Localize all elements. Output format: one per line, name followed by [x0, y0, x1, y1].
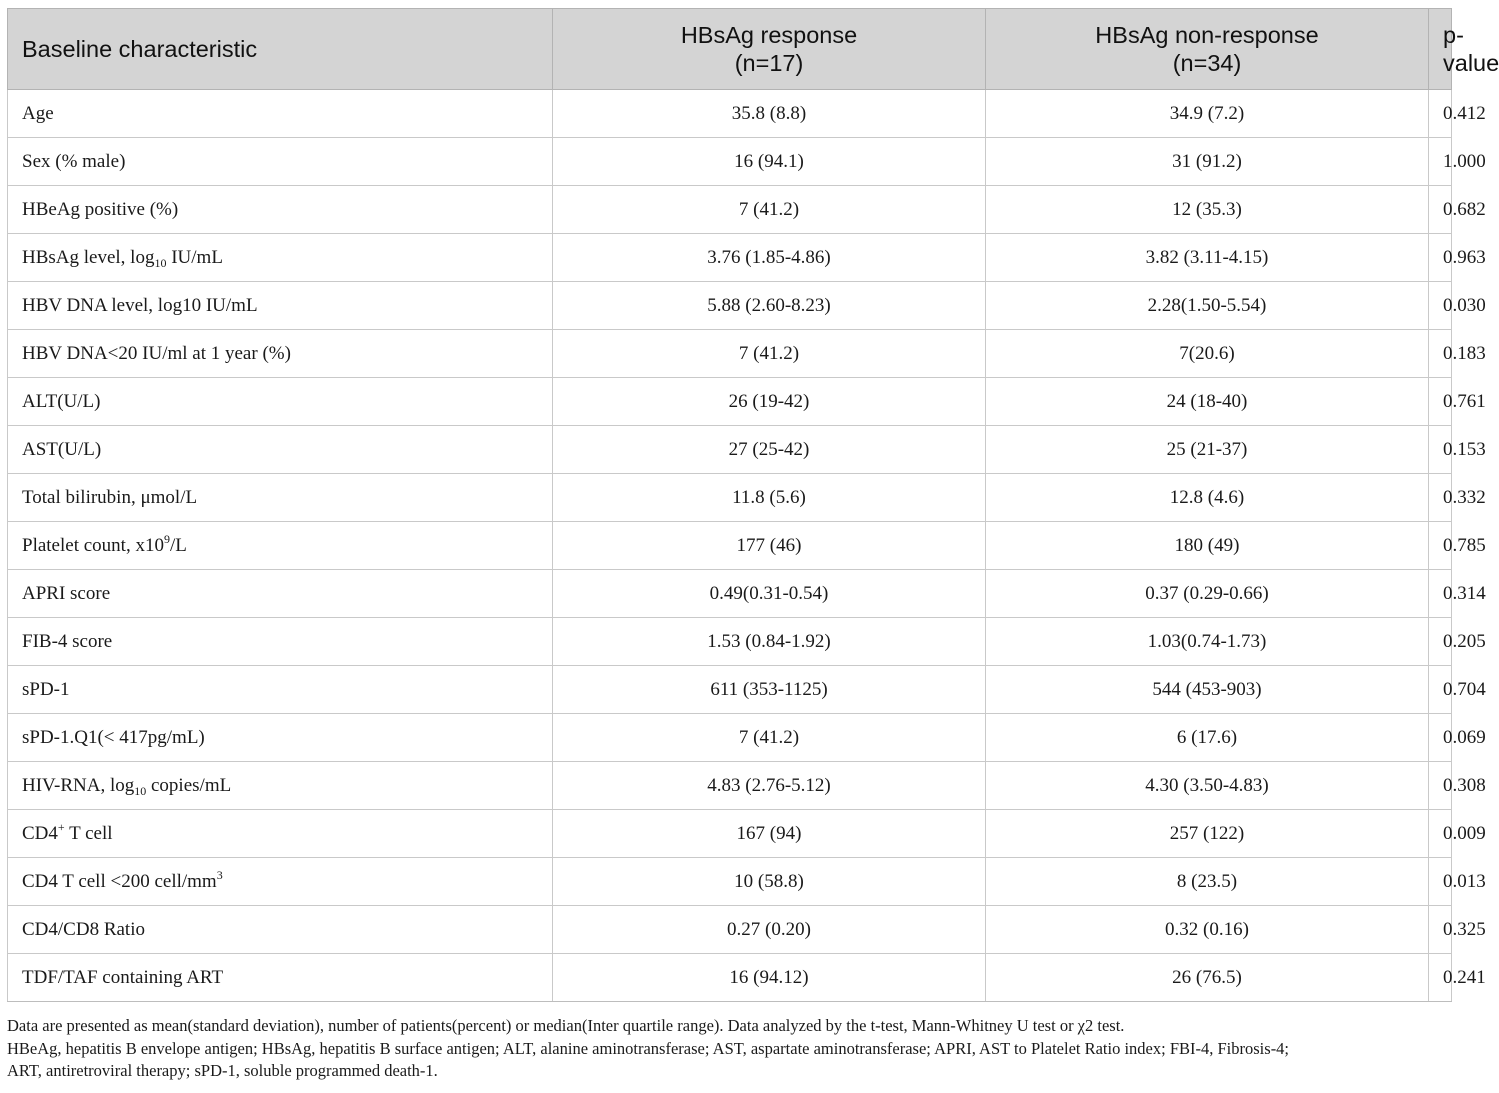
table-footnotes [7, 1015, 1452, 1083]
table-row [8, 90, 1452, 138]
cell-p-value: 0.785 [1429, 522, 1452, 570]
header-p-value: p-value [1429, 9, 1452, 90]
table-row [8, 330, 1452, 378]
cell-characteristic: HBeAg positive (%) [8, 186, 553, 234]
cell-hbsag-response: 4.83 (2.76-5.12) [553, 762, 986, 810]
cell-p-value: 0.153 [1429, 426, 1452, 474]
header-response-title: HBsAg response [680, 22, 858, 48]
header-response-n: (n=17) [734, 50, 804, 76]
cell-p-value: 0.183 [1429, 330, 1452, 378]
cell-characteristic [8, 762, 553, 810]
label-text: HBsAg level, log [22, 246, 155, 268]
label-superscript: 3 [216, 867, 223, 882]
cell-characteristic [8, 810, 553, 858]
label-subscript: 10 [134, 783, 147, 798]
label-text-suffix: T cell [64, 822, 113, 844]
table-row [8, 810, 1452, 858]
cell-p-value: 0.205 [1429, 618, 1452, 666]
cell-hbsag-response: 16 (94.12) [553, 954, 986, 1002]
cell-hbsag-response: 5.88 (2.60-8.23) [553, 282, 986, 330]
table-row [8, 138, 1452, 186]
cell-hbsag-response: 3.76 (1.85-4.86) [553, 234, 986, 282]
cell-hbsag-response: 167 (94) [553, 810, 986, 858]
cell-hbsag-response: 1.53 (0.84-1.92) [553, 618, 986, 666]
cell-characteristic: TDF/TAF containing ART [8, 954, 553, 1002]
label-subscript: 10 [154, 255, 167, 270]
cell-p-value: 0.704 [1429, 666, 1452, 714]
label-text: Platelet count, x10 [22, 534, 164, 556]
cell-p-value: 1.000 [1429, 138, 1452, 186]
cell-characteristic: FIB-4 score [8, 618, 553, 666]
cell-hbsag-nonresponse: 180 (49) [986, 522, 1429, 570]
cell-hbsag-response: 7 (41.2) [553, 714, 986, 762]
cell-characteristic [8, 858, 553, 906]
table-row [8, 906, 1452, 954]
label-superscript: + [57, 819, 65, 834]
cell-hbsag-response: 10 (58.8) [553, 858, 986, 906]
cell-p-value: 0.761 [1429, 378, 1452, 426]
cell-hbsag-nonresponse: 1.03(0.74-1.73) [986, 618, 1429, 666]
cell-hbsag-nonresponse: 7(20.6) [986, 330, 1429, 378]
cell-characteristic: HBV DNA<20 IU/ml at 1 year (%) [8, 330, 553, 378]
cell-p-value: 0.030 [1429, 282, 1452, 330]
label-text: CD4 [22, 822, 58, 844]
header-nonresponse-title: HBsAg non-response [1095, 22, 1319, 48]
cell-hbsag-nonresponse: 0.32 (0.16) [986, 906, 1429, 954]
cell-characteristic: sPD-1 [8, 666, 553, 714]
cell-hbsag-nonresponse: 4.30 (3.50-4.83) [986, 762, 1429, 810]
table-row [8, 426, 1452, 474]
table-row [8, 282, 1452, 330]
cell-characteristic: APRI score [8, 570, 553, 618]
label-text-suffix: /L [169, 534, 187, 556]
header-row [8, 9, 1452, 90]
cell-hbsag-response: 177 (46) [553, 522, 986, 570]
label-text-suffix: copies/mL [146, 774, 232, 796]
cell-p-value: 0.009 [1429, 810, 1452, 858]
cell-p-value: 0.682 [1429, 186, 1452, 234]
table-row [8, 666, 1452, 714]
cell-p-value: 0.412 [1429, 90, 1452, 138]
header-hbsag-response [553, 9, 986, 90]
cell-p-value: 0.963 [1429, 234, 1452, 282]
table-row [8, 858, 1452, 906]
cell-p-value: 0.314 [1429, 570, 1452, 618]
label-superscript: 9 [163, 531, 170, 546]
table-row [8, 570, 1452, 618]
footnote-data-presentation: Data are presented as mean(standard deviation), number of patients(percent) or median(Inter quartile range). Data analyzed by the t-test, Mann-Whitney U test or χ2 test. [7, 1016, 1125, 1035]
cell-p-value: 0.325 [1429, 906, 1452, 954]
cell-hbsag-nonresponse: 2.28(1.50-5.54) [986, 282, 1429, 330]
table-row [8, 186, 1452, 234]
cell-characteristic: sPD-1.Q1(< 417pg/mL) [8, 714, 553, 762]
table-row [8, 234, 1452, 282]
header-nonresponse-n: (n=34) [1172, 50, 1242, 76]
table-row [8, 714, 1452, 762]
table-row [8, 954, 1452, 1002]
cell-hbsag-response: 7 (41.2) [553, 186, 986, 234]
baseline-characteristics-table [7, 8, 1499, 1002]
cell-hbsag-nonresponse: 0.37 (0.29-0.66) [986, 570, 1429, 618]
cell-hbsag-response: 611 (353-1125) [553, 666, 986, 714]
table-row [8, 522, 1452, 570]
footnote-abbreviations-cont: ART, antiretroviral therapy; sPD-1, soluble programmed death-1. [7, 1061, 438, 1080]
header-baseline-characteristic: Baseline characteristic [8, 9, 553, 90]
cell-hbsag-nonresponse: 12 (35.3) [986, 186, 1429, 234]
cell-hbsag-response: 27 (25-42) [553, 426, 986, 474]
cell-hbsag-response: 11.8 (5.6) [553, 474, 986, 522]
table-row [8, 474, 1452, 522]
cell-hbsag-nonresponse: 257 (122) [986, 810, 1429, 858]
table-header [8, 9, 1499, 90]
table-row [8, 378, 1452, 426]
cell-characteristic: CD4/CD8 Ratio [8, 906, 553, 954]
cell-hbsag-nonresponse: 31 (91.2) [986, 138, 1429, 186]
cell-characteristic: Sex (% male) [8, 138, 553, 186]
table-body [8, 90, 1486, 1002]
cell-hbsag-response: 35.8 (8.8) [553, 90, 986, 138]
cell-characteristic [8, 234, 553, 282]
cell-hbsag-response: 0.49(0.31-0.54) [553, 570, 986, 618]
table-row [8, 762, 1452, 810]
cell-hbsag-nonresponse: 8 (23.5) [986, 858, 1429, 906]
cell-hbsag-nonresponse: 12.8 (4.6) [986, 474, 1429, 522]
cell-hbsag-response: 26 (19-42) [553, 378, 986, 426]
cell-characteristic: AST(U/L) [8, 426, 553, 474]
cell-hbsag-nonresponse: 34.9 (7.2) [986, 90, 1429, 138]
cell-characteristic: Total bilirubin, μmol/L [8, 474, 553, 522]
header-hbsag-nonresponse [986, 9, 1429, 90]
label-text: CD4 T cell <200 cell/mm [22, 870, 217, 892]
cell-hbsag-response: 16 (94.1) [553, 138, 986, 186]
label-text-suffix: IU/mL [166, 246, 223, 268]
cell-p-value: 0.308 [1429, 762, 1452, 810]
cell-hbsag-nonresponse: 24 (18-40) [986, 378, 1429, 426]
cell-hbsag-nonresponse: 25 (21-37) [986, 426, 1429, 474]
cell-characteristic: ALT(U/L) [8, 378, 553, 426]
label-text: HIV-RNA, log [22, 774, 135, 796]
cell-p-value: 0.332 [1429, 474, 1452, 522]
cell-p-value: 0.069 [1429, 714, 1452, 762]
table-row [8, 618, 1452, 666]
cell-p-value: 0.241 [1429, 954, 1452, 1002]
cell-hbsag-response: 0.27 (0.20) [553, 906, 986, 954]
footnote-abbreviations: HBeAg, hepatitis B envelope antigen; HBsAg, hepatitis B surface antigen; ALT, alanine aminotransferase; AST, aspartate aminotransferase; APRI, AST to Platelet Ratio index; FBI-4, Fibrosis-4; [7, 1038, 1290, 1058]
cell-characteristic [8, 522, 553, 570]
cell-hbsag-nonresponse: 3.82 (3.11-4.15) [986, 234, 1429, 282]
cell-hbsag-nonresponse: 6 (17.6) [986, 714, 1429, 762]
cell-characteristic: HBV DNA level, log10 IU/mL [8, 282, 553, 330]
cell-hbsag-response: 7 (41.2) [553, 330, 986, 378]
cell-hbsag-nonresponse: 544 (453-903) [986, 666, 1429, 714]
cell-characteristic: Age [8, 90, 553, 138]
cell-hbsag-nonresponse: 26 (76.5) [986, 954, 1429, 1002]
cell-p-value: 0.013 [1429, 858, 1452, 906]
